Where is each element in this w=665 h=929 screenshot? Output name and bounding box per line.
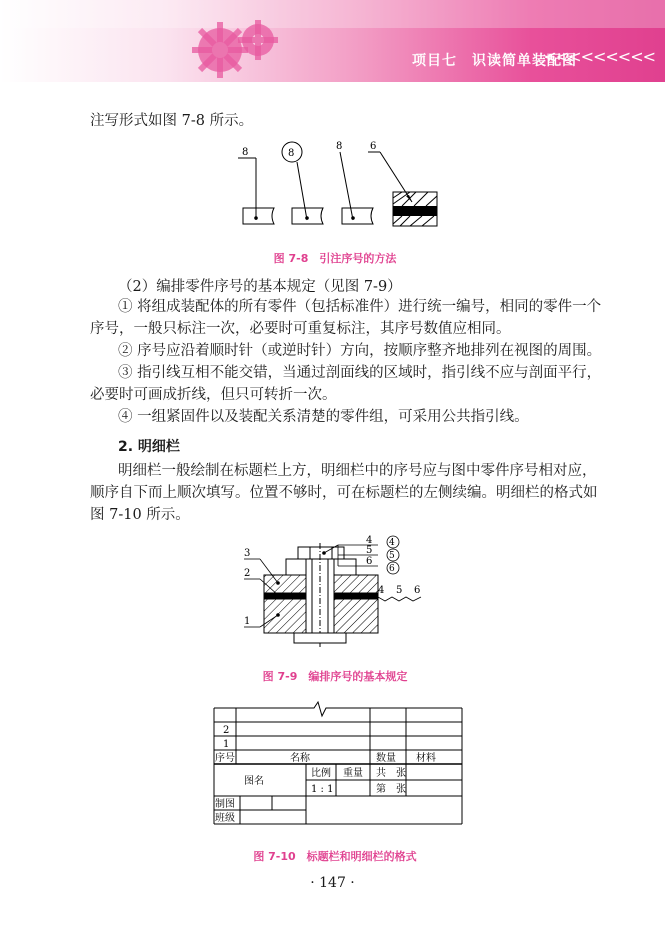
drawing-name: 图名 <box>244 776 264 787</box>
figure-7-9 <box>238 535 438 655</box>
figure-7-8 <box>230 140 450 240</box>
fig79-label-3: 3 <box>244 548 251 559</box>
fig78-label-2: 8 <box>288 148 295 159</box>
drawn-by: 制图 <box>215 799 235 810</box>
header-material: 材料 <box>416 753 436 764</box>
fig79-circled-4: 4 <box>389 538 395 548</box>
fig79-circled-6: 6 <box>389 564 395 574</box>
rule-3: ③ 指引线互相不能交错，当通过剖面线的区域时，指引线不应与剖面平行，必要时可画成折线，但只可转折一次。 <box>90 365 602 403</box>
section-2-paragraph: 明细栏一般绘制在标题栏上方，明细栏中的序号应与图中零件序号相对应，顺序自下而上顺次填写。位置不够时，可在标题栏的左侧续编。明细栏的格式如图 7-10 所示。 <box>90 463 598 523</box>
weight-label: 重量 <box>343 768 363 779</box>
header-name: 名称 <box>290 753 310 764</box>
scale-value: 1 : 1 <box>311 784 334 795</box>
fig79-label-5: 5 <box>366 545 373 556</box>
header-seq: 序号 <box>215 753 235 764</box>
fig79-label-4: 4 <box>366 535 373 546</box>
intro-text: 注写形式如图 7-8 所示。 <box>90 113 254 129</box>
fig79-chain-4: 4 <box>378 585 385 596</box>
chapter-name: 识读简单装配图 <box>472 53 577 69</box>
fig79-label-1: 1 <box>244 616 251 627</box>
fig710-caption: 图 7-10 标题栏和明细栏的格式 <box>253 850 417 863</box>
header-stripe <box>0 0 665 28</box>
page-header <box>0 0 665 82</box>
fig78-label-4: 6 <box>370 141 377 152</box>
total-sheets: 共 张 <box>376 768 406 779</box>
fig79-label-2: 2 <box>244 568 251 579</box>
rule-2: ② 序号应沿着顺时针（或逆时针）方向，按顺序整齐地排列在视图的周围。 <box>118 343 602 359</box>
page-number: · 147 · <box>310 875 355 891</box>
chapter-number: 项目七 <box>412 53 457 69</box>
parts-row-1: 1 <box>223 739 230 750</box>
fig79-caption: 图 7-9 编排序号的基本规定 <box>262 670 408 683</box>
rules-heading: （2）编排零件序号的基本规定（见图 7-9） <box>118 279 402 295</box>
fig78-label-1: 8 <box>242 147 249 158</box>
rule-1: ① 将组成装配体的所有零件（包括标准件）进行统一编号，相同的零件一个序号，一般只标注一次，必要时可重复标注，其序号数值应相同。 <box>90 299 602 337</box>
fig79-label-6: 6 <box>366 556 373 567</box>
fig78-caption: 图 7-8 引注序号的方法 <box>273 252 397 265</box>
section-2-heading: 2. 明细栏 <box>118 439 180 455</box>
sheet-number: 第 张 <box>376 784 406 795</box>
header-qty: 数量 <box>376 753 396 764</box>
rule-4: ④ 一组紧固件以及装配关系清楚的零件组，可采用公共指引线。 <box>118 409 529 425</box>
fig78-label-3: 8 <box>336 141 343 152</box>
parts-row-2: 2 <box>223 725 230 736</box>
gear-icon <box>180 10 290 80</box>
fig79-chain-6: 6 <box>414 585 421 596</box>
fig79-chain-5: 5 <box>396 585 403 596</box>
class-label: 班级 <box>215 813 235 824</box>
scale-label: 比例 <box>311 768 331 779</box>
chevron-decoration: <<<<<<<<< <box>543 47 655 66</box>
fig79-circled-5: 5 <box>389 551 395 561</box>
figure-7-10 <box>210 700 470 830</box>
